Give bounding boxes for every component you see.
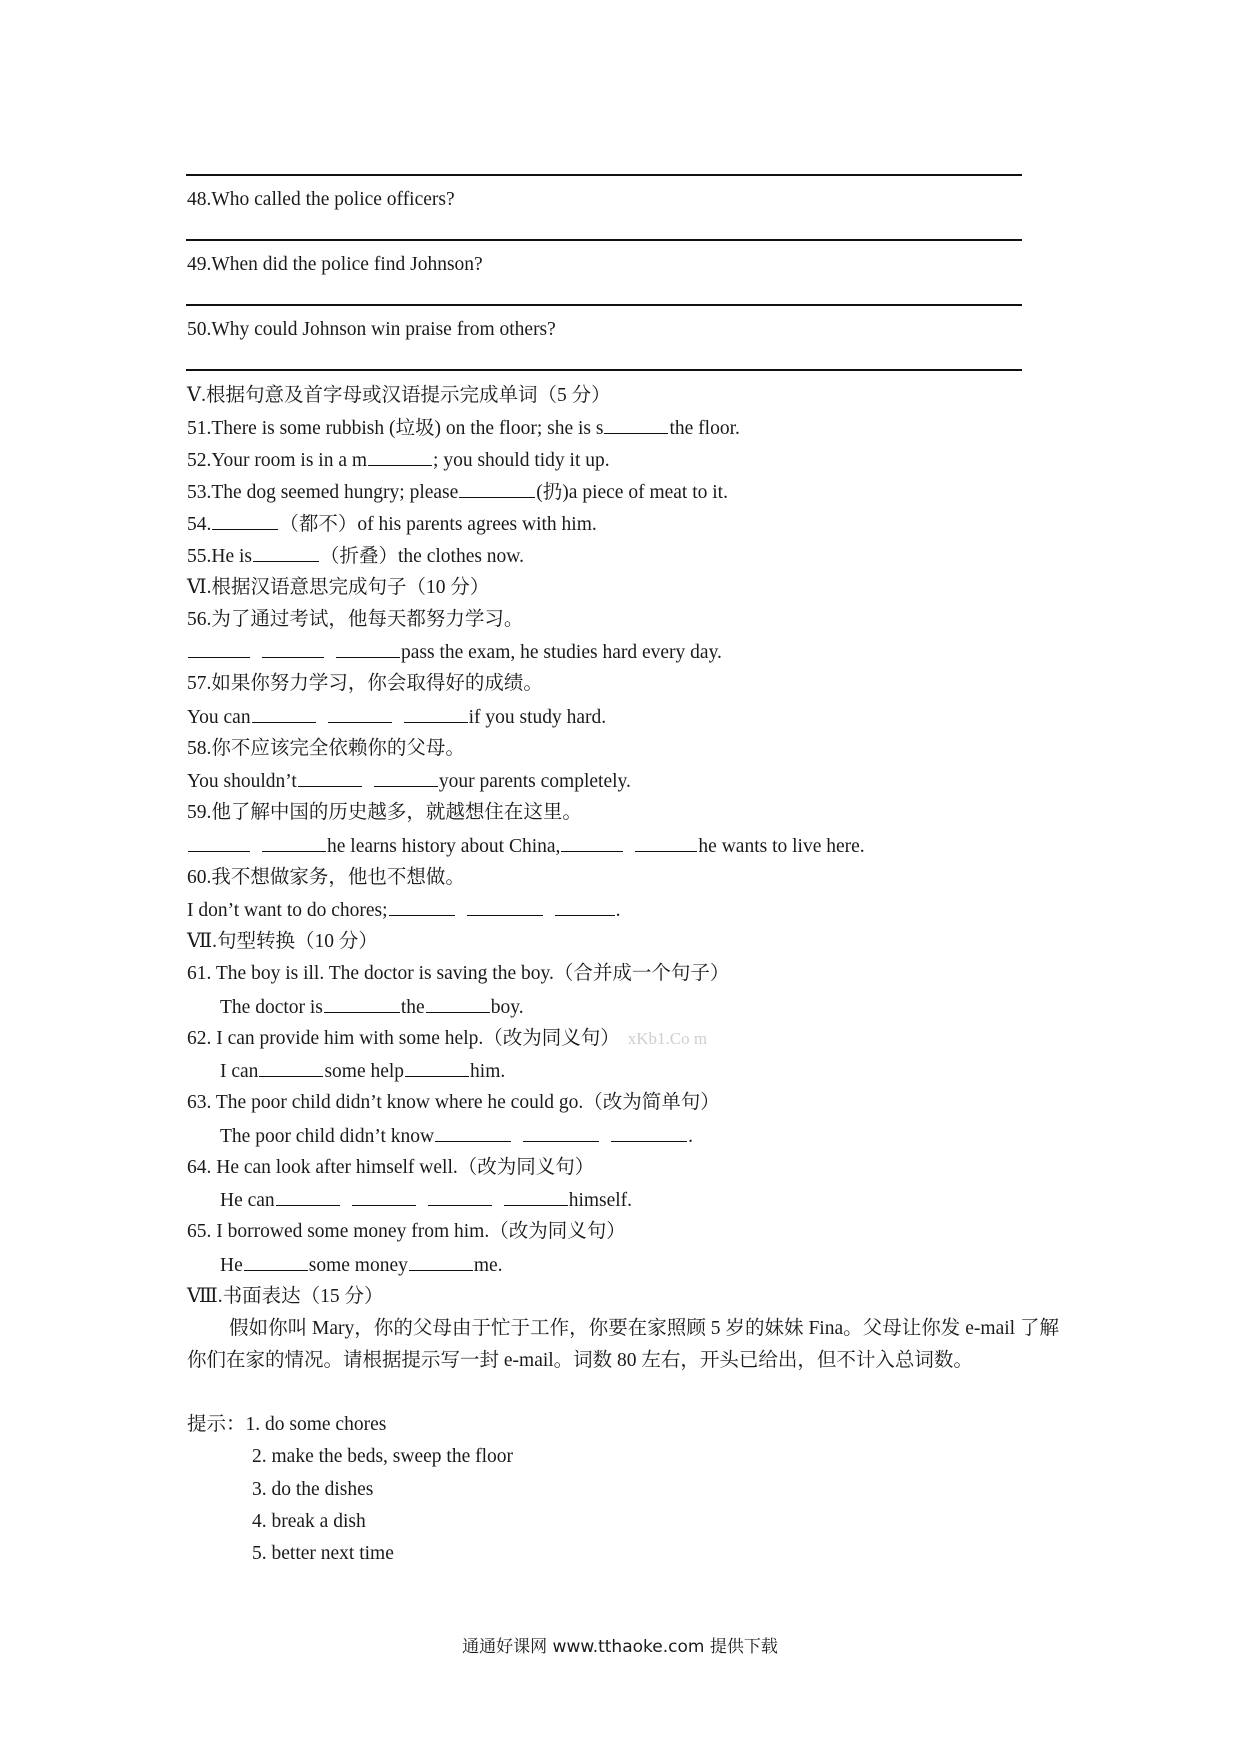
- answer-blank[interactable]: [253, 543, 319, 562]
- q56-text: pass the exam, he studies hard every day.: [401, 642, 722, 663]
- question-56-chinese: 56.为了通过考试，他每天都努力学习。: [187, 609, 524, 630]
- answer-blank[interactable]: [298, 768, 362, 787]
- answer-blank[interactable]: [504, 1187, 568, 1206]
- hint-label: 提示：: [187, 1414, 246, 1435]
- question-59-chinese: 59.他了解中国的历史越多，就越想住在这里。: [187, 802, 582, 823]
- question-65-answer: [220, 1252, 503, 1279]
- q54-text-a: 54.: [187, 514, 212, 535]
- q62-text-c: him.: [470, 1061, 506, 1082]
- q64-text-b: himself.: [568, 1190, 633, 1211]
- answer-blank[interactable]: [188, 833, 250, 852]
- section-8-title: Ⅷ.书面表达（15 分）: [187, 1286, 384, 1307]
- answer-line[interactable]: [186, 174, 1022, 176]
- answer-blank[interactable]: [611, 1123, 687, 1142]
- answer-blank[interactable]: [428, 1187, 492, 1206]
- hint-3: 3. do the dishes: [252, 1479, 374, 1500]
- q63-text-a: The poor child didn’t know: [220, 1126, 435, 1147]
- question-63: 63. The poor child didn’t know where he could go.（改为简单句）: [187, 1092, 720, 1113]
- q51-text-b: the floor.: [669, 418, 740, 439]
- q57-text-b: if you study hard.: [468, 707, 607, 728]
- answer-blank[interactable]: [435, 1123, 511, 1142]
- question-57-chinese: 57.如果你努力学习，你会取得好的成绩。: [187, 673, 543, 694]
- question-58-english: [187, 768, 631, 795]
- q58-text-b: your parents completely.: [438, 771, 631, 792]
- hint-text: 1. do some chores: [245, 1414, 387, 1435]
- question-58-chinese: 58.你不应该完全依赖你的父母。: [187, 738, 465, 759]
- question-53: [187, 479, 728, 506]
- hint-4: 4. break a dish: [252, 1511, 366, 1532]
- question-52: [187, 447, 610, 474]
- answer-blank[interactable]: [259, 1058, 323, 1077]
- question-60-chinese: 60.我不想做家务，他也不想做。: [187, 867, 465, 888]
- q61-text-b: the: [400, 997, 425, 1018]
- q60-text-b: .: [615, 900, 621, 921]
- question-55: [187, 543, 524, 570]
- section-6-title: Ⅵ.根据汉语意思完成句子（10 分）: [187, 577, 490, 598]
- answer-blank[interactable]: [523, 1123, 599, 1142]
- q63-text-b: .: [688, 1126, 693, 1147]
- question-62-answer: [220, 1058, 505, 1085]
- answer-line[interactable]: [186, 239, 1022, 241]
- section-5-title: Ⅴ.根据句意及首字母或汉语提示完成单词（5 分）: [187, 385, 611, 406]
- question-54: [187, 511, 597, 538]
- question-60-english: [187, 897, 620, 924]
- question-61: 61. The boy is ill. The doctor is saving the boy.（合并成一个句子）: [187, 963, 730, 984]
- question-64: 64. He can look after himself well.（改为同义句）: [187, 1157, 595, 1178]
- answer-line[interactable]: [186, 304, 1022, 306]
- q62-text-b: some help: [324, 1061, 405, 1082]
- answer-blank[interactable]: [604, 415, 668, 434]
- q60-text-a: I don’t want to do chores;: [187, 900, 388, 921]
- question-64-answer: [220, 1187, 632, 1214]
- question-49: 49.When did the police find Johnson?: [187, 254, 483, 275]
- answer-blank[interactable]: [426, 994, 490, 1013]
- answer-blank[interactable]: [262, 639, 324, 658]
- question-50: 50.Why could Johnson win praise from others?: [187, 319, 556, 340]
- question-62: [187, 1026, 707, 1052]
- q59-text-a: he learns history about China,: [327, 836, 561, 857]
- question-61-answer: [220, 994, 524, 1021]
- answer-blank[interactable]: [409, 1252, 473, 1271]
- q62-text: 62. I can provide him with some help.（改为同义句）: [187, 1028, 620, 1049]
- q61-text-a: The doctor is: [220, 997, 323, 1018]
- q65-text-b: some money: [308, 1255, 408, 1276]
- q52-text-a: 52.Your room is in a m: [187, 450, 368, 471]
- question-65: 65. I borrowed some money from him.（改为同义句）: [187, 1221, 626, 1242]
- answer-blank[interactable]: [276, 1187, 340, 1206]
- hint-5: 5. better next time: [252, 1543, 394, 1564]
- answer-blank[interactable]: [352, 1187, 416, 1206]
- footer-credit: 通通好课网 www.tthaoke.com 提供下载: [462, 1637, 778, 1657]
- answer-blank[interactable]: [389, 897, 455, 916]
- answer-blank[interactable]: [244, 1252, 308, 1271]
- answer-line[interactable]: [186, 369, 1022, 371]
- question-63-answer: [220, 1123, 693, 1150]
- answer-blank[interactable]: [328, 704, 392, 723]
- answer-blank[interactable]: [404, 704, 468, 723]
- question-59-english: [187, 833, 865, 860]
- answer-blank[interactable]: [635, 833, 697, 852]
- answer-blank[interactable]: [555, 897, 615, 916]
- answer-blank[interactable]: [405, 1058, 469, 1077]
- q51-text-a: 51.There is some rubbish (垃圾) on the floor; she is s: [187, 418, 604, 439]
- q64-text-a: He can: [220, 1190, 275, 1211]
- q55-text-b: （折叠）the clothes now.: [320, 546, 524, 567]
- hint-2: 2. make the beds, sweep the floor: [252, 1446, 514, 1467]
- question-57-english: [187, 704, 606, 731]
- answer-blank[interactable]: [188, 639, 250, 658]
- question-56-english: [187, 639, 722, 666]
- answer-blank[interactable]: [374, 768, 438, 787]
- q59-text-b: he wants to live here.: [698, 836, 865, 857]
- answer-blank[interactable]: [336, 639, 400, 658]
- answer-blank[interactable]: [252, 704, 316, 723]
- q53-text-b: (扔)a piece of meat to it.: [536, 482, 728, 503]
- q58-text-a: You shouldn’t: [187, 771, 297, 792]
- q53-text-a: 53.The dog seemed hungry; please: [187, 482, 459, 503]
- q55-text-a: 55.He is: [187, 546, 252, 567]
- watermark: xKb1.Co m: [627, 1029, 708, 1048]
- q61-text-c: boy.: [490, 997, 524, 1018]
- q54-text-b: （都不）of his parents agrees with him.: [279, 514, 597, 535]
- question-51: [187, 415, 740, 442]
- answer-blank[interactable]: [459, 479, 535, 498]
- answer-blank[interactable]: [561, 833, 623, 852]
- q65-text-a: He: [220, 1255, 243, 1276]
- section-7-title: Ⅶ.句型转换（10 分）: [187, 931, 378, 952]
- answer-blank[interactable]: [324, 994, 400, 1013]
- q52-text-b: ; you should tidy it up.: [433, 450, 610, 471]
- answer-blank[interactable]: [467, 897, 543, 916]
- answer-blank[interactable]: [212, 511, 278, 530]
- question-48: 48.Who called the police officers?: [187, 189, 455, 210]
- q62-text-a: I can: [220, 1061, 259, 1082]
- writing-prompt: 假如你叫 Mary，你的父母由于忙于工作，你要在家照顾 5 岁的妹妹 Fina。父母让你发 e-mail 了解你们在家的情况。请根据提示写一封 e-mail。词数 80 左右，开头已给出，但不计入总词数。: [187, 1318, 1059, 1371]
- answer-blank[interactable]: [262, 833, 326, 852]
- answer-blank[interactable]: [368, 447, 432, 466]
- q57-text-a: You can: [187, 707, 251, 728]
- q65-text-c: me.: [473, 1255, 503, 1276]
- hint-1: [187, 1412, 386, 1438]
